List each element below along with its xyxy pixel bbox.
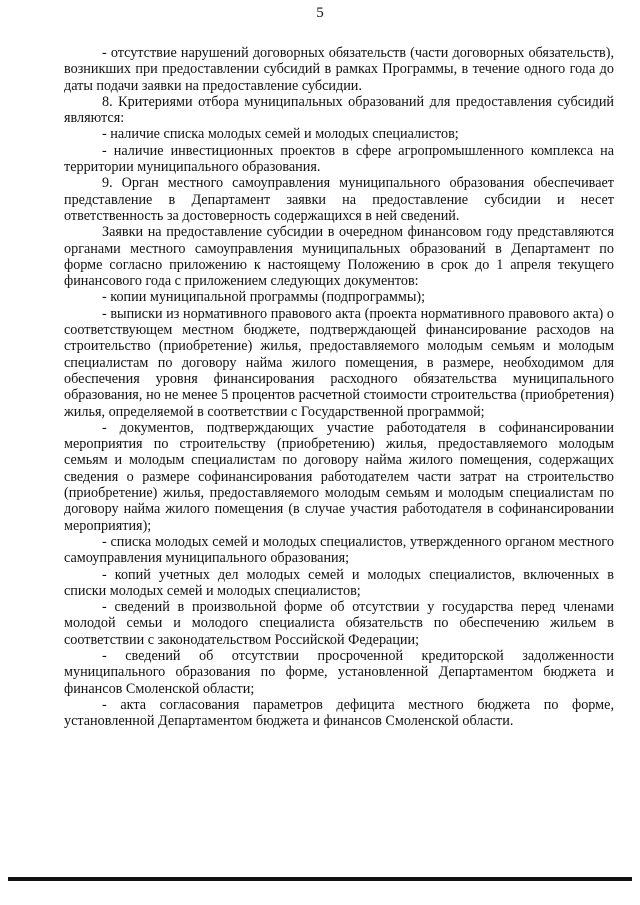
paragraph: 9. Орган местного самоуправления муниципального образования обеспечивает представление в Департамент заявки на предоставление субсидии и несет ответственность за достоверность содержащихся в ней сведений.: [64, 175, 614, 224]
paragraph: Заявки на предоставление субсидии в очередном финансовом году представляются органами местного самоуправления муниципальных образований в Департамент по форме согласно приложению к настоящему Положению в срок до 1 апреля текущего финансового года с приложением следующих документов:: [64, 224, 614, 290]
paragraph: - копии муниципальной программы (подпрограммы);: [102, 289, 426, 306]
paragraph: - сведений об отсутствии просроченной кредиторской задолженности муниципального образования по форме, установленной Департаментом бюджета и финансов Смоленской области;: [64, 647, 614, 697]
paragraph: - сведений в произвольной форме об отсутствии у государства перед членами молодой семьи и молодого специалиста обязательств по обеспечению жильем в соответствии с законодательством Российской Федерации;: [64, 599, 614, 648]
document-body: [64, 45, 614, 729]
paragraph: 8. Критериями отбора муниципальных образований для предоставления субсидий являются:: [64, 93, 614, 127]
paragraph: - документов, подтверждающих участие работодателя в софинансировании мероприятия по строительству (приобретению) жилья, предоставляемого молодым семьям и молодым специалистам по договору найма жилого помещения, содержащих сведения о размере софинансирования работодателем части затрат на строительство (приобретение) жилья, предоставляемого молодым семьям и молодым специалистам по договору найма жилого помещения (в случае участия работодателя в софинансировании мероприятия);: [64, 419, 614, 534]
paragraph: - наличие списка молодых семей и молодых специалистов;: [102, 126, 459, 143]
bottom-rule: [8, 877, 632, 881]
page-number: 5: [316, 5, 324, 21]
paragraph: - выписки из нормативного правового акта (проекта нормативного правового акта) о соответствующем местном бюджете, подтверждающей финансирование расходов на строительство (приобретение) жилья, предоставляемого молодым семьям и молодым специалистам по договору найма жилого помещения, в размере, необходимом для обеспечения уровня финансирования расходного обязательства муниципального образования, но не менее 5 процентов расчетной стоимости строительства (приобретения) жилья, определяемой в соответствии с Государственной программой;: [64, 305, 614, 420]
paragraph: - списка молодых семей и молодых специалистов, утвержденного органом местного самоуправления муниципального образования;: [64, 533, 614, 567]
paragraph: - акта согласования параметров дефицита местного бюджета по форме, установленной Департаментом бюджета и финансов Смоленской области.: [64, 696, 614, 730]
paragraph: - копий учетных дел молодых семей и молодых специалистов, включенных в списки молодых семей и молодых специалистов;: [64, 566, 614, 599]
paragraph: - отсутствие нарушений договорных обязательств (части договорных обязательств), возникших при предоставлении субсидий в рамках Программы, в течение одного года до даты подачи заявки на предоставление субсидии.: [64, 45, 614, 94]
paragraph: - наличие инвестиционных проектов в сфере агропромышленного комплекса на территории муниципального образования.: [64, 142, 614, 176]
